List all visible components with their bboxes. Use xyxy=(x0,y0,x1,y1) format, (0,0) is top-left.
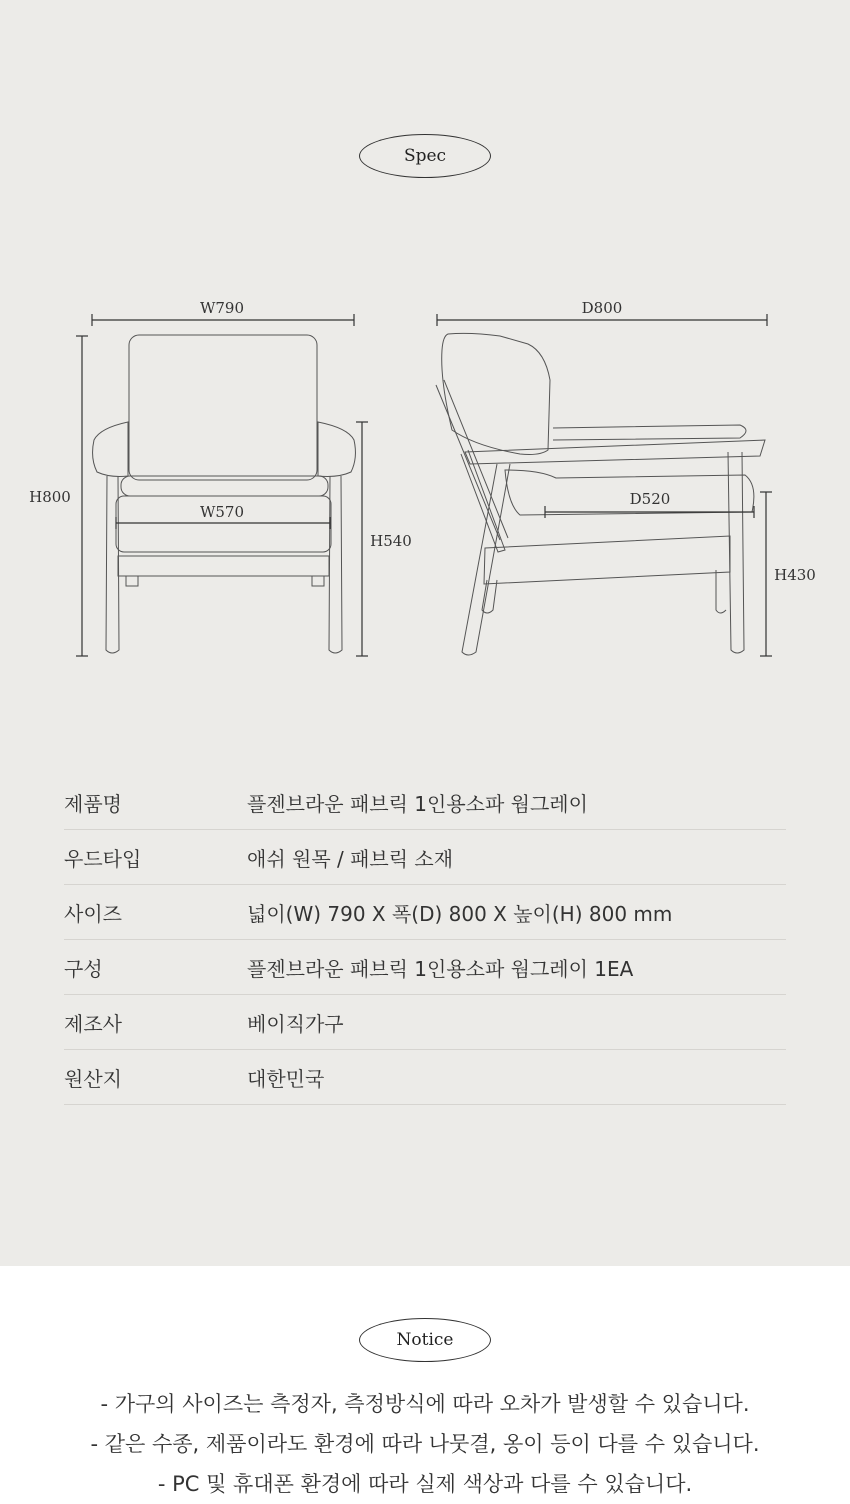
row-label: 제조사 xyxy=(64,1011,122,1036)
row-value: 애쉬 원목 / 패브릭 소재 xyxy=(247,846,454,871)
sofa-side-view xyxy=(436,333,765,655)
table-row xyxy=(64,995,786,1050)
sofa-front-view xyxy=(93,335,356,653)
row-value: 넓이(W) 790 X 폭(D) 800 X 높이(H) 800 mm xyxy=(247,901,673,926)
row-value: 대한민국 xyxy=(247,1066,325,1091)
row-value: 베이직가구 xyxy=(247,1011,344,1036)
seat-width-label: W570 xyxy=(199,503,245,521)
row-label: 우드타입 xyxy=(64,846,142,871)
seat-depth-label: D520 xyxy=(629,490,671,508)
notice-title-badge: Notice xyxy=(359,1318,491,1362)
table-row xyxy=(64,775,786,830)
side-depth-label: D800 xyxy=(581,299,623,317)
table-row xyxy=(64,885,786,940)
seat-height-label: H430 xyxy=(774,566,816,584)
notice-line: - 같은 수종, 제품이라도 환경에 따라 나뭇결, 옹이 등이 다를 수 있습니다. xyxy=(90,1432,760,1456)
row-label: 구성 xyxy=(64,956,103,981)
front-height-label: H800 xyxy=(29,488,71,506)
notice-list xyxy=(0,1384,850,1504)
table-row xyxy=(64,1050,786,1105)
spec-title-badge: Spec xyxy=(359,134,491,178)
notice-line: - PC 및 휴대폰 환경에 따라 실제 색상과 다를 수 있습니다. xyxy=(157,1472,693,1496)
row-label: 사이즈 xyxy=(64,901,122,926)
table-row xyxy=(64,830,786,885)
table-row xyxy=(64,940,786,995)
row-value: 플젠브라운 패브릭 1인용소파 웜그레이 xyxy=(247,791,588,816)
row-value: 플젠브라운 패브릭 1인용소파 웜그레이 1EA xyxy=(247,956,634,981)
notice-line: - 가구의 사이즈는 측정자, 측정방식에 따라 오차가 발생할 수 있습니다. xyxy=(100,1392,750,1416)
front-width-label: W790 xyxy=(199,299,245,317)
row-label: 원산지 xyxy=(64,1066,122,1091)
row-label: 제품명 xyxy=(64,791,122,816)
spec-table xyxy=(64,775,786,1105)
sofa-dimension-drawing xyxy=(0,280,850,680)
arm-height-label: H540 xyxy=(370,532,412,550)
